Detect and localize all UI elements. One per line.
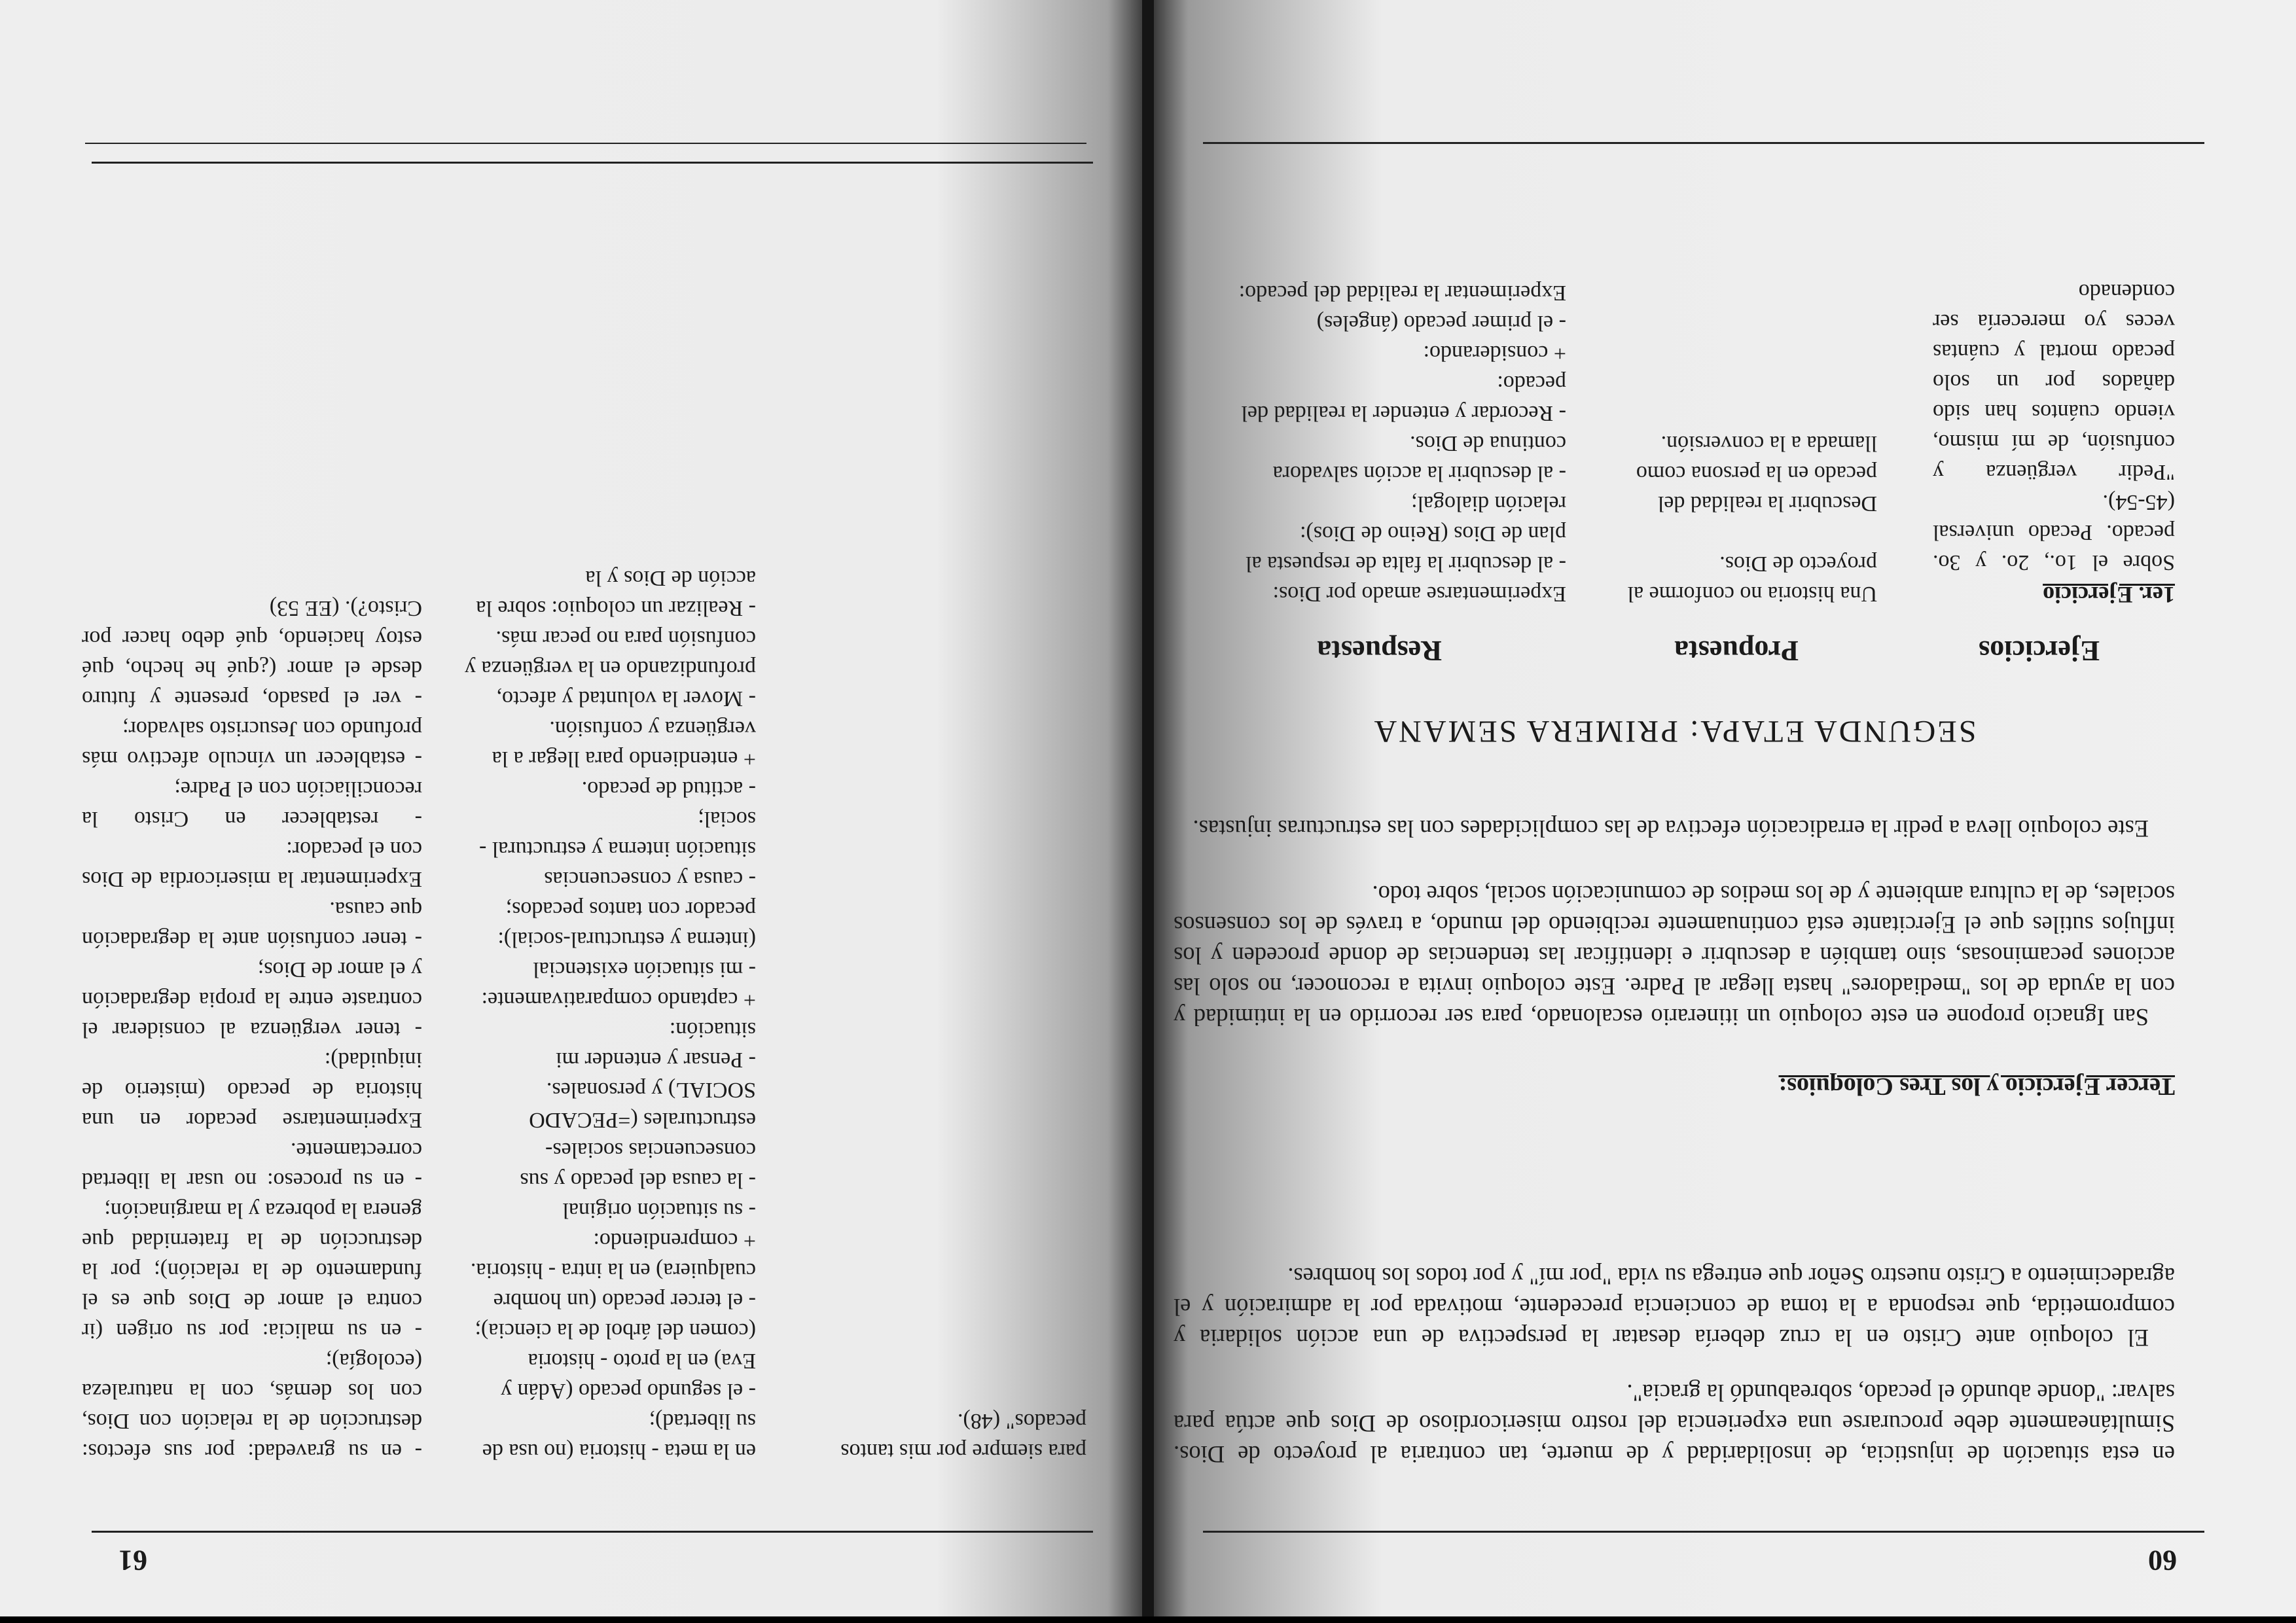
header-exercises: Ejercicios — [1979, 635, 2100, 667]
footer-rule — [1203, 142, 2204, 144]
eradication-paragraph: Este coloquio lleva a pedir la erradicación efectiva de las complicidades con las estructuras injustas. — [1193, 815, 2149, 842]
page-60 — [1154, 0, 2296, 1616]
intro-paragraph: en esta situación de injusticia, de insolidaridad y de muerte, tan contraria al proyecto de Dios. Simultáneamente debe procurarse una experiencia del rostro misericordioso de Dios que actúa para salvar: "donde abundó el pecado, sobreabundó la gracia". — [1174, 1380, 2175, 1468]
first-exercise-proposal: Una historia no conforme al proyecto de Dios. Descubrir la realidad del pecado en la persona como llamada a la conversión. — [1627, 431, 1877, 606]
header-rule — [1203, 1531, 2204, 1533]
footer-rule — [92, 162, 1093, 164]
page-number: 61 — [118, 1544, 147, 1577]
ignatius-paragraph: San Ignacio propone en este coloquio un itinerario escalonado, para ser recorrido en la intimidad y con la ayuda de los "mediadores" hasta llegar al Padre. Este coloquio invita a reconocer, no solo las acciones pecaminosas, sino también a descubrir e identificar las tendencias de donde proceden y los influjos sutiles que el Ejercitante está continuamente recibiendo del mundo, a través de los consensos sociales, de la cultura ambiente y de los medios de comunicación social, sobre todo. — [1174, 881, 2175, 1031]
column-divider — [85, 143, 1086, 144]
stage-title: SEGUNDA ETAPA: PRIMERA SEMANA — [1372, 714, 1977, 749]
third-exercise-heading: Tercer Ejercicio y los Tres Coloquios: — [1778, 1073, 2175, 1100]
first-exercise-title: 1er. Ejercicio — [2043, 582, 2175, 608]
header-rule — [92, 1531, 1093, 1533]
first-exercise-response: Experimentarse amado por Dios: - al descubrir la falta de respuesta al plan de Dios (Reino de Dios): relación dialogal; - al descubrir la acción salvadora continua de Dios. - Recordar y entender la realidad del pecado: + considerando: - el primer pecado (ángeles) Experimentar la realidad del pecado: — [1238, 281, 1566, 606]
header-response: Respuesta — [1317, 635, 1442, 667]
book-gutter — [1142, 0, 1154, 1616]
column-3-text: - en su gravedad: por sus efectos: destrucción de la relación con Dios, con los demás, con la naturaleza (ecología); - en su malicia: por su origen (ir contra el amor de Dios que es el fundamento de la relación); por la destrucción de la fraternidad que genera la pobreza y la marginación; - en su proceso: no usar la libertad correctamente. Experimentarse pecador en una historia de pecado (misterio de iniquidad): - tener vergüenza al considerar el contraste entre la propia degradación y el amor de Dios; - tener confusión ante la degradación que causa. Experimentar la misericordia de Dios con el pecador: - restablecer en Cristo la reconciliación con el Padre; - establecer un vínculo afectivo más profundo con Jesucristo salvador; - ver el pasado, presente y futuro desde el amor (¿qué he hecho, qué estoy haciendo, qué debo hacer por Cristo?). (EE 53) — [82, 596, 422, 1463]
colloquy-paragraph: El coloquio ante Cristo en la cruz debería desatar la perspectiva de una acción solidaria y comprometida, que responda a la toma de conciencia precedente, motivada por la admiración y el agradecimiento a Cristo nuestro Señor que entrega su vida "por mí" y por todos los hombres. — [1174, 1263, 2175, 1351]
header-proposal: Propuesta — [1674, 635, 1799, 667]
page-number: 60 — [2148, 1544, 2177, 1577]
first-exercise-text: Sobre el 1o., 2o. y 3o. pecado. Pecado universal (45-54). "Pedir vergüenza y confusión, de mí mismo, viendo cuántos han sido dañados por un solo pecado mortal y cuántas veces yo merecería ser condenado — [1933, 279, 2175, 575]
column-1-text: para siempre por mis tantos pecados" (48). — [840, 1409, 1086, 1463]
page-61 — [0, 0, 1142, 1616]
column-2-text: en la meta - historia (no usa de su libertad); - el segundo pecado (Adán y Eva) en la proto - historia (comen del árbol de la ciencia); - el tercer pecado (un hombre cualquiera) en la intra - historia. + comprendiendo: - su situación original - la causa del pecado y sus consecuencias sociales-estructurales (=PECADO SOCIAL) y personales. - Pensar y entender mi situación: + captando comparativamente: - mi situación existencial (interna y estructural-social): pecador con tantos pecados; - causa y consecuencias situación interna y estructural - social; - actitud de pecado. + entendiendo para llegar a la vergüenza y confusión. - Mover la voluntad y afecto, profundizando en la vergüenza y confusión para no pecar más. - Realizar un coloquio: sobre la acción de Dios y la — [465, 566, 756, 1463]
